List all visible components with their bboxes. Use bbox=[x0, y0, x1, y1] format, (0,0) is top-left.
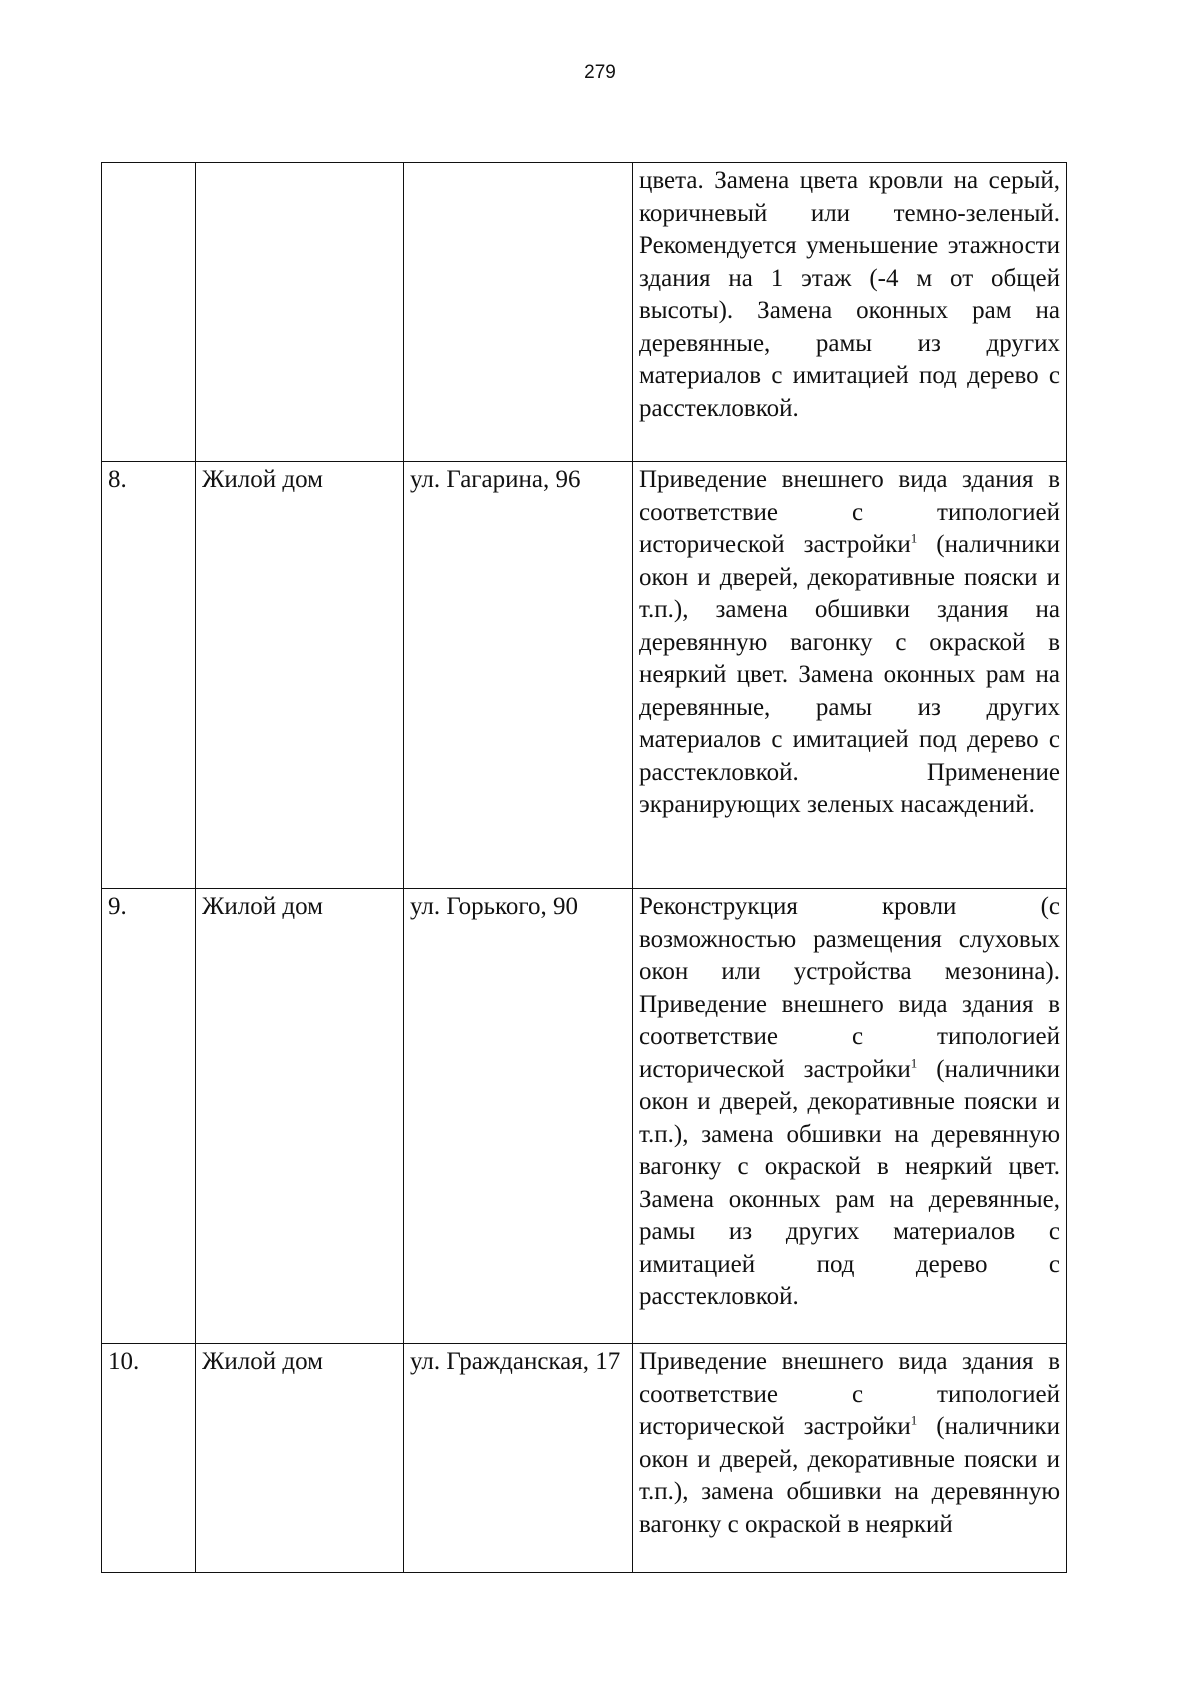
description-text bbox=[639, 891, 1060, 1314]
footnote-mark: 1 bbox=[910, 1412, 918, 1428]
cell-name: Жилой дом bbox=[196, 1344, 404, 1573]
description-part: Приведение внешнего вида здания в соответствие с типологией исторической застройки bbox=[639, 1348, 1060, 1440]
objects-table bbox=[101, 162, 1067, 1573]
page-number: 279 bbox=[584, 62, 616, 83]
cell-name: Жилой дом bbox=[196, 462, 404, 889]
cell-address: ул. Гагарина, 96 bbox=[404, 462, 633, 889]
description-part: (наличники окон и дверей, декоративные пояски и т.п.), замена обшивки на деревянную вагонку с окраской в неяркий bbox=[639, 1413, 1060, 1538]
table-row bbox=[102, 462, 1067, 889]
cell-description bbox=[633, 889, 1067, 1344]
cell-description bbox=[633, 462, 1067, 889]
cell-number bbox=[102, 163, 196, 462]
cell-number: 8. bbox=[102, 462, 196, 889]
table-row-continuation bbox=[102, 163, 1067, 462]
cell-name bbox=[196, 163, 404, 462]
cell-number: 10. bbox=[102, 1344, 196, 1573]
table-row bbox=[102, 1344, 1067, 1573]
cell-address: ул. Гражданская, 17 bbox=[404, 1344, 633, 1573]
description-text bbox=[639, 1346, 1060, 1541]
description-part: Реконструкция кровли (с возможностью размещения слуховых окон или устройства мезонина). Приведение внешнего вида здания в соответствие с типологией исторической застройки bbox=[639, 893, 1060, 1083]
footnote-mark: 1 bbox=[910, 530, 918, 546]
footnote-mark: 1 bbox=[910, 1055, 918, 1071]
cell-description bbox=[633, 163, 1067, 462]
cell-number: 9. bbox=[102, 889, 196, 1344]
cell-description bbox=[633, 1344, 1067, 1573]
description-text bbox=[639, 464, 1060, 822]
cell-address bbox=[404, 163, 633, 462]
description-text: цвета. Замена цвета кровли на серый, коричневый или темно-зеленый. Рекомендуется уменьшение этажности здания на 1 этаж (-4 м от общей высоты). Замена оконных рам на деревянные, рамы из других материалов с имитацией под дерево с расстекловкой. bbox=[639, 167, 1060, 422]
cell-name: Жилой дом bbox=[196, 889, 404, 1344]
description-part: Приведение внешнего вида здания в соответствие с типологией исторической застройки bbox=[639, 466, 1060, 558]
description-part: (наличники окон и дверей, декоративные пояски и т.п.), замена обшивки здания на деревянную вагонку с окраской в неяркий цвет. Замена оконных рам на деревянные, рамы из других материалов с имитацией под дерево с расстекловкой. Применение экранирующих зеленых насаждений. bbox=[639, 531, 1060, 818]
table-row bbox=[102, 889, 1067, 1344]
cell-address: ул. Горького, 90 bbox=[404, 889, 633, 1344]
description-part: (наличники окон и дверей, декоративные пояски и т.п.), замена обшивки на деревянную вагонку с окраской в неяркий цвет. Замена оконных рам на деревянные, рамы из других материалов с имитацией под дерево с расстекловкой. bbox=[639, 1055, 1060, 1310]
